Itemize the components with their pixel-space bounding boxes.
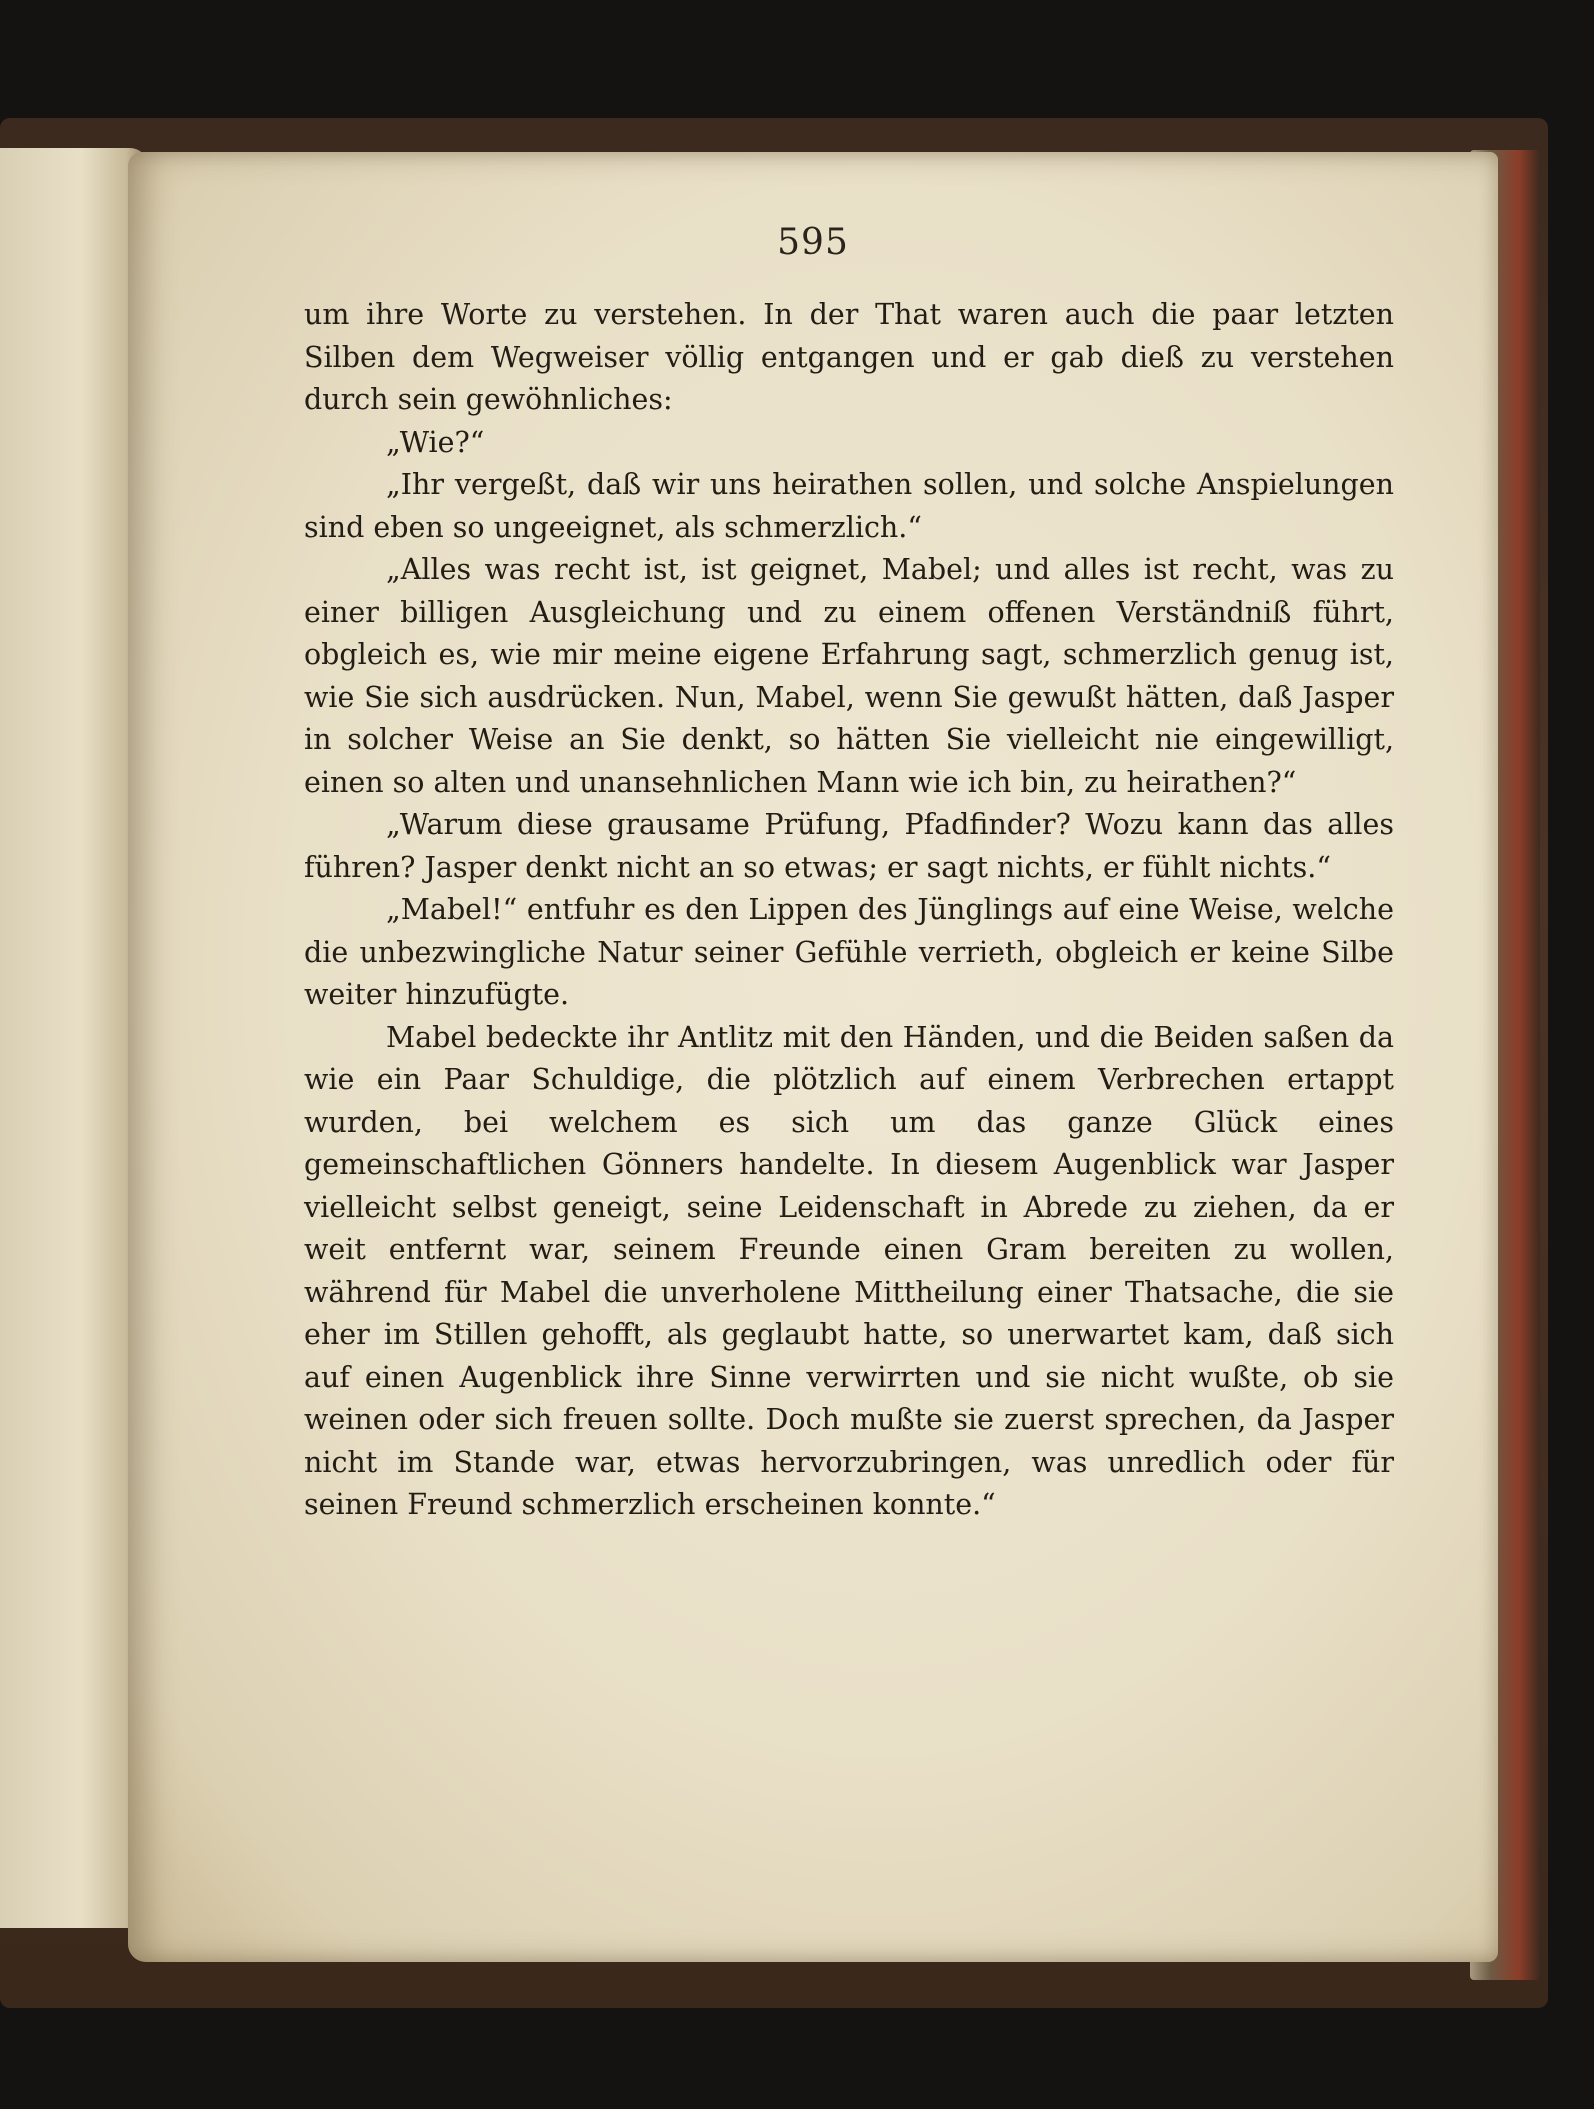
- right-page: [128, 152, 1498, 1962]
- paragraph: „Mabel!“ entfuhr es den Lippen des Jünglings auf eine Weise, welche die unbezwingliche Natur seiner Gefühle verrieth, obgleich er keine Silbe weiter hinzufügte.: [304, 893, 1394, 1011]
- body-text: [304, 294, 1394, 1527]
- paragraph: „Ihr vergeßt, daß wir uns heirathen sollen, und solche Anspielungen sind eben so ungeeignet, als schmerzlich.“: [304, 468, 1394, 544]
- paragraph: „Alles was recht ist, ist geignet, Mabel; und alles ist recht, was zu einer billigen Ausgleichung und zu einem offenen Verständniß führt, obgleich es, wie mir meine eigene Erfahrung sagt, schmerzlich genug ist, wie Sie sich ausdrücken. Nun, Mabel, wenn Sie gewußt hätten, daß Jasper in solcher Weise an Sie denkt, so hätten Sie vielleicht nie eingewilligt, einen so alten und unansehnlichen Mann wie ich bin, zu heirathen?“: [304, 553, 1394, 799]
- paragraph: „Wie?“: [386, 425, 485, 459]
- page-number: 595: [777, 222, 849, 263]
- left-page: [0, 148, 148, 1928]
- paragraph: „Warum diese grausame Prüfung, Pfadfinder? Wozu kann das alles führen? Jasper denkt nicht an so etwas; er sagt nichts, er fühlt nichts.“: [304, 808, 1394, 884]
- paragraph: um ihre Worte zu verstehen. In der That waren auch die paar letzten Silben dem Wegweiser völlig entgangen und er gab dieß zu verstehen durch sein gewöhnliches:: [304, 298, 1394, 416]
- paragraph: Mabel bedeckte ihr Antlitz mit den Händen, und die Beiden saßen da wie ein Paar Schuldige, die plötzlich auf einem Verbrechen ertappt wurden, bei welchem es sich um das ganze Glück eines gemeinschaftlichen Gönners handelte. In diesem Augenblick war Jasper vielleicht selbst geneigt, seine Leidenschaft in Abrede zu ziehen, da er weit entfernt war, seinem Freunde einen Gram bereiten zu wollen, während für Mabel die unverholene Mittheilung einer Thatsache, die sie eher im Stillen gehofft, als geglaubt hatte, so unerwartet kam, daß sich auf einen Augenblick ihre Sinne verwirrten und sie nicht wußte, ob sie weinen oder sich freuen sollte. Doch mußte sie zuerst sprechen, da Jasper nicht im Stande war, etwas hervorzubringen, was unredlich oder für seinen Freund schmerzlich erscheinen konnte.“: [304, 1020, 1394, 1521]
